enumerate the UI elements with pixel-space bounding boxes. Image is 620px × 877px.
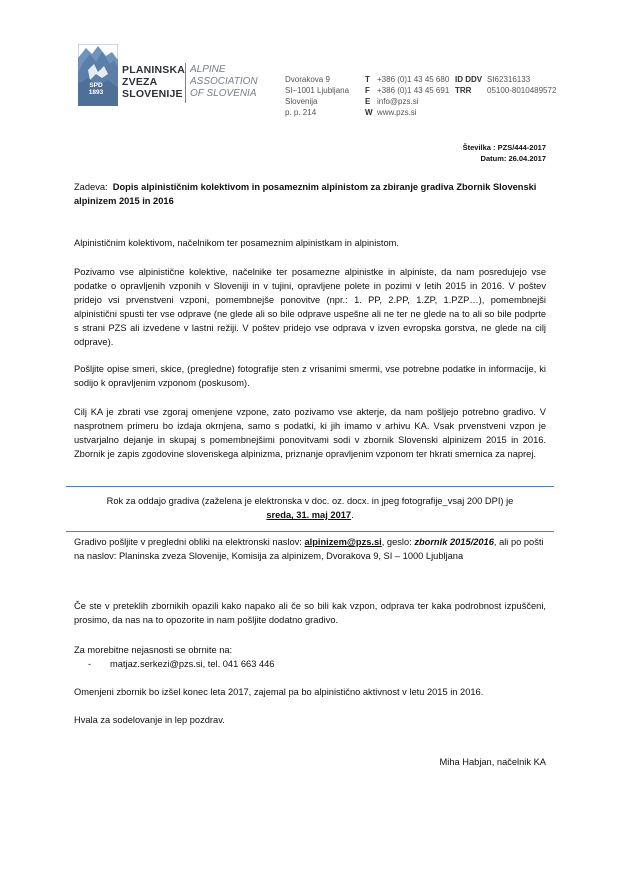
organization-english-name (190, 64, 258, 100)
vat-value: SI62316133 (487, 75, 531, 84)
signature: Miha Habjan, načelnik KA (439, 757, 546, 767)
deadline-period: . (351, 510, 354, 520)
web-line (365, 107, 449, 118)
english-name-line: OF SLOVENIA (190, 88, 257, 99)
mountain-logo-icon (78, 44, 118, 106)
deadline-date: sreda, 31. maj 2017 (266, 510, 352, 520)
fax-label: F (365, 86, 370, 95)
bank-label: TRR (455, 86, 472, 95)
address-line: Slovenija (285, 97, 318, 106)
organization-name (122, 64, 185, 100)
paragraph-goal: Cilj KA je zbrati vse zgoraj omenjene vzpone, zato pozivamo vse akterje, da nam pošljejo potrebno gradivo. V nasprotnem primeru bo izdaja okrnjena, samo s podatki, ki jih imamo v arhivu KA. Vsak prvenstveni vzpon je ustvarjalno dejanje in skupaj s pomembnejšimi ponovitvami sodi v zbornik Slovenski alpinizem 2015 in 2016. Zbornik je zapis zgodovine slovenskega alpinizma, priznanje opravljenim vzponom ter hkrati smernica za naprej. (74, 407, 546, 459)
phone-label: T (365, 75, 370, 84)
subject-line (74, 180, 546, 208)
email-line (365, 96, 449, 107)
contact-person-details: matjaz.serkezi@pzs.si, tel. 041 663 446 (110, 659, 275, 669)
paragraph-submission (74, 535, 546, 563)
deadline-text (66, 487, 554, 522)
seal-text: SPD 1893 (88, 82, 104, 96)
address-line: Dvorakova 9 (285, 75, 330, 84)
email-value[interactable]: info@pzs.si (377, 97, 419, 106)
address-line: SI–1001 Ljubljana (285, 86, 350, 95)
document-date: Datum: 26.04.2017 (480, 154, 546, 163)
organization-name-line: SLOVENIJE (122, 88, 183, 100)
english-name-line: ALPINE (190, 64, 226, 75)
submission-keyword: zbornik 2015/2016 (414, 537, 494, 547)
pzs-logo (78, 44, 258, 108)
submission-intro: Gradivo pošljite v pregledni obliki na elektronski naslov: (74, 537, 305, 547)
salutation: Alpinističnim kolektivom, načelnikom ter posameznim alpinistkam in alpinistom. (74, 238, 399, 248)
paragraph-contact-intro: Za morebitne nejasnosti se obrnite na: (74, 645, 233, 655)
logo-divider (185, 63, 186, 103)
fax-value: +386 (0)1 43 45 691 (377, 86, 450, 95)
submission-mid: , geslo: (381, 537, 415, 547)
paragraph-closing: Hvala za sodelovanje in lep pozdrav. (74, 715, 225, 725)
vat-label: ID DDV (455, 75, 483, 84)
bank-value: 05100-8010489572 (487, 86, 557, 95)
submission-address: , ali po pošti na naslov: Planinska zveza Slovenije, Komisija za alpinizem, Dvorakova 9, SI – 1000 Ljubljana (74, 537, 544, 561)
vat-line (455, 74, 556, 85)
organization-name-line: ZVEZA (122, 76, 158, 88)
paragraph-materials: Pošljite opise smeri, skice, (pregledne) fotografije sten z vrisanimi smermi, vse potrebne podatke in informacije, ki sodijo k opravljenim vzponom (poskusom). (74, 364, 546, 388)
paragraph-publication: Omenjeni zbornik bo izšel konec leta 2017, zajemal pa bo alpinistično aktivnost v letu 2015 in 2016. (74, 687, 484, 697)
organization-name-line: PLANINSKA (122, 64, 186, 76)
paragraph-call: Pozivamo vse alpinistične kolektive, načelnike ter posamezne alpinistke in alpiniste, da nam posredujejo vse podatke o opravljenih vzponih v Sloveniji in v tujini, opravljene polete in pozimi v letih 2015 in 2016. V poštev pridejo vsi prvenstveni vzponi, pomembnejše ponovitve (npr.: 1. PP, 2.PP, 1.ZP, 1.PZP…), pomembnejši alpinistični spusti ter vse odprave (ne glede ali so bile odprave uspešne ali ne ter ne glede na to ali so bile podprte s strani PZS ali izvedene v lastni režiji. V poštev pridejo vse odprava v izven evropska gorstva, ne glede na cilj odprave). (74, 267, 546, 347)
postal-address (285, 74, 349, 118)
address-line: p. p. 214 (285, 108, 317, 117)
phone-value: +386 (0)1 43 45 680 (377, 75, 450, 84)
web-value[interactable]: www.pzs.si (377, 108, 417, 117)
email-label: E (365, 97, 371, 106)
deadline-intro: Rok za oddajo gradiva (zaželena je elektronska v doc. oz. docx. in jpeg fotografije_vsaj 200 DPI) je (106, 496, 514, 506)
web-label: W (365, 108, 373, 117)
document-meta (463, 142, 546, 164)
deadline-box (66, 486, 554, 532)
subject-label: Zadeva: (74, 182, 108, 192)
bank-line (455, 85, 556, 96)
subject-text: Dopis alpinističnim kolektivom in posameznim alpinistom za zbiranje gradiva Zbornik Slovenski alpinizem 2015 in 2016 (74, 182, 537, 206)
contact-person-line (88, 657, 274, 671)
paragraph-corrections: Če ste v preteklih zbornikih opazili kako napako ali če so bili kak vzpon, odprava ter kaka podrobnost izpuščeni, prosimo, da nas na to opozorite in nam pošljite dodatno gradivo. (74, 601, 546, 625)
english-name-line: ASSOCIATION (190, 76, 258, 87)
submission-email-link[interactable]: alpinizem@pzs.si (304, 537, 382, 547)
document-number: Številka : PZS/444-2017 (462, 143, 546, 152)
registration-block (455, 74, 556, 96)
list-dash: - (88, 659, 92, 669)
fax-line (365, 85, 449, 96)
phone-line (365, 74, 449, 85)
contact-block (365, 74, 449, 118)
